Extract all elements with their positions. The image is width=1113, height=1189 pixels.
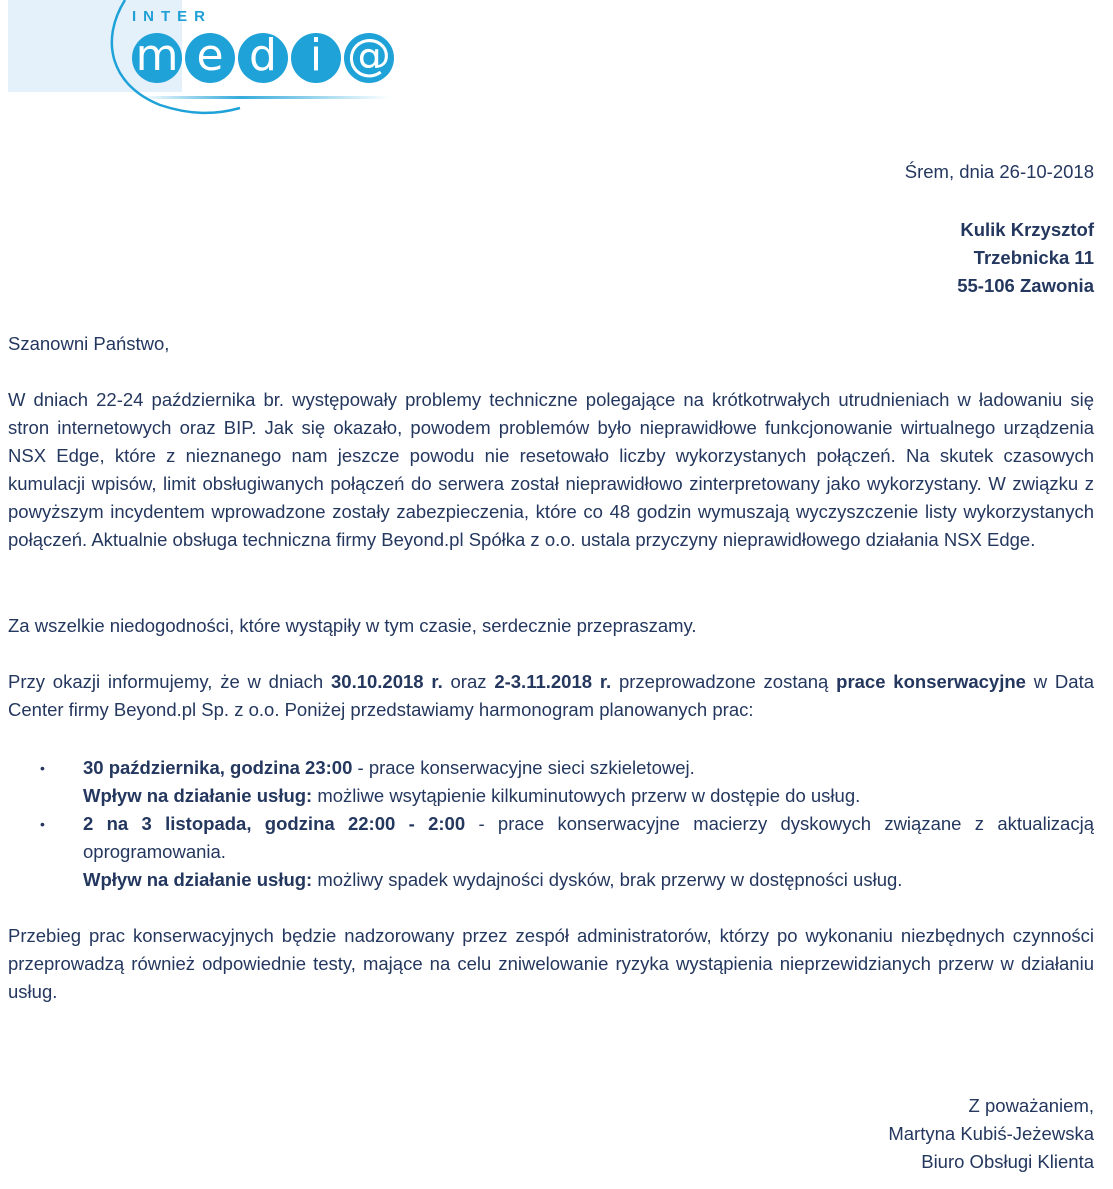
schedule-when: 30 października, godzina 23:00 bbox=[83, 757, 353, 778]
impact-text: możliwy spadek wydajności dysków, brak przerwy w dostępności usług. bbox=[312, 869, 903, 890]
paragraph-incident: W dniach 22-24 października br. występowały problemy techniczne polegające na krótkotrwałych utrudnieniach w ładowaniu się stron internetowych oraz BIP. Jak się okazało, powodem problemów było nieprawidłowe funkcjonowanie wirtualnego urządzenia NSX Edge, które z nieznanego nam jeszcze powodu nie resetowało liczby wykorzystanych połączeń. Na skutek czasowych kumulacji wpisów, limit obsługiwanych połączeń do serwera został nieprawidłowo zinterpretowany jako wykorzystany. W związku z powyższym incydentem wprowadzone zostały zabezpieczenia, które co 48 godzin wymuszają wyczyszczenie listy wykorzystanych połączeń. Aktualnie obsługa techniczna firmy Beyond.pl Spółka z o.o. ustala przyczyny nieprawidłowego działania NSX Edge. bbox=[8, 389, 1094, 550]
addressee-city: 55-106 Zawonia bbox=[957, 275, 1094, 296]
bullet-icon: • bbox=[40, 760, 45, 776]
date-bold: 2-3.11.2018 r. bbox=[494, 671, 612, 692]
schedule-when: 2 na 3 listopada, godzina 22:00 - 2:00 bbox=[83, 813, 466, 834]
logo-letter: m bbox=[132, 33, 182, 83]
addressee-street: Trzebnicka 11 bbox=[973, 247, 1094, 268]
paragraph-apology: Za wszelkie niedogodności, które wystąpiły w tym czasie, serdecznie przepraszamy. bbox=[8, 615, 697, 636]
impact-text: możliwe wsytąpienie kilkuminutowych przerw w dostępie do usług. bbox=[312, 785, 861, 806]
greeting: Szanowni Państwo, bbox=[8, 333, 170, 354]
impact-label: Wpływ na działanie usług: bbox=[83, 869, 313, 890]
addressee-block bbox=[957, 216, 1094, 300]
logo-letter: e bbox=[185, 33, 235, 83]
schedule-what: - prace konserwacyjne sieci szkieletowej. bbox=[352, 757, 695, 778]
text: Przy okazji informujemy, że w dniach bbox=[8, 671, 331, 692]
text: oraz bbox=[442, 671, 495, 692]
logo-inter-text: INTER bbox=[132, 8, 212, 25]
logo-letter: d bbox=[238, 33, 288, 83]
logo-media-letters bbox=[132, 33, 394, 83]
signer-department: Biuro Obsługi Klienta bbox=[921, 1151, 1094, 1172]
text: w Data Center firmy Beyond.pl Sp. z o.o. Poniżej przedstawiamy harmonogram planowanych prac: bbox=[8, 671, 1094, 720]
bullet-icon: • bbox=[40, 816, 45, 832]
date-bold: 30.10.2018 r. bbox=[331, 671, 443, 692]
text: przeprowadzone zostaną bbox=[611, 671, 837, 692]
addressee-name: Kulik Krzysztof bbox=[960, 219, 1094, 240]
schedule-item bbox=[40, 754, 1094, 810]
logo-letter: i bbox=[291, 33, 341, 83]
schedule-item bbox=[40, 810, 1094, 894]
signer-name: Martyna Kubiś-Jeżewska bbox=[888, 1123, 1094, 1144]
paragraph-supervision: Przebieg prac konserwacyjnych będzie nadzorowany przez zespół administratorów, którzy po wykonaniu niezbędnych czynności przeprowadzą również odpowiednie testy, mające na celu zniwelowanie ryzyka wystąpienia nieprzewidzianych przerw w działaniu usług. bbox=[8, 925, 1094, 1002]
logo-letter: @ bbox=[344, 33, 394, 83]
letter-date: Śrem, dnia 26-10-2018 bbox=[904, 161, 1094, 182]
maintenance-schedule bbox=[40, 754, 1094, 894]
emphasis-bold: prace konserwacyjne bbox=[836, 671, 1026, 692]
impact-label: Wpływ na działanie usług: bbox=[83, 785, 313, 806]
closing: Z poważaniem, bbox=[968, 1095, 1094, 1116]
signature-block bbox=[888, 1092, 1094, 1176]
company-logo bbox=[0, 0, 420, 125]
paragraph-maintenance-notice bbox=[8, 668, 1094, 724]
schedule-what: - prace konserwacyjne macierzy dyskowych związane z aktualizacją oprogramowania. bbox=[83, 813, 1094, 862]
